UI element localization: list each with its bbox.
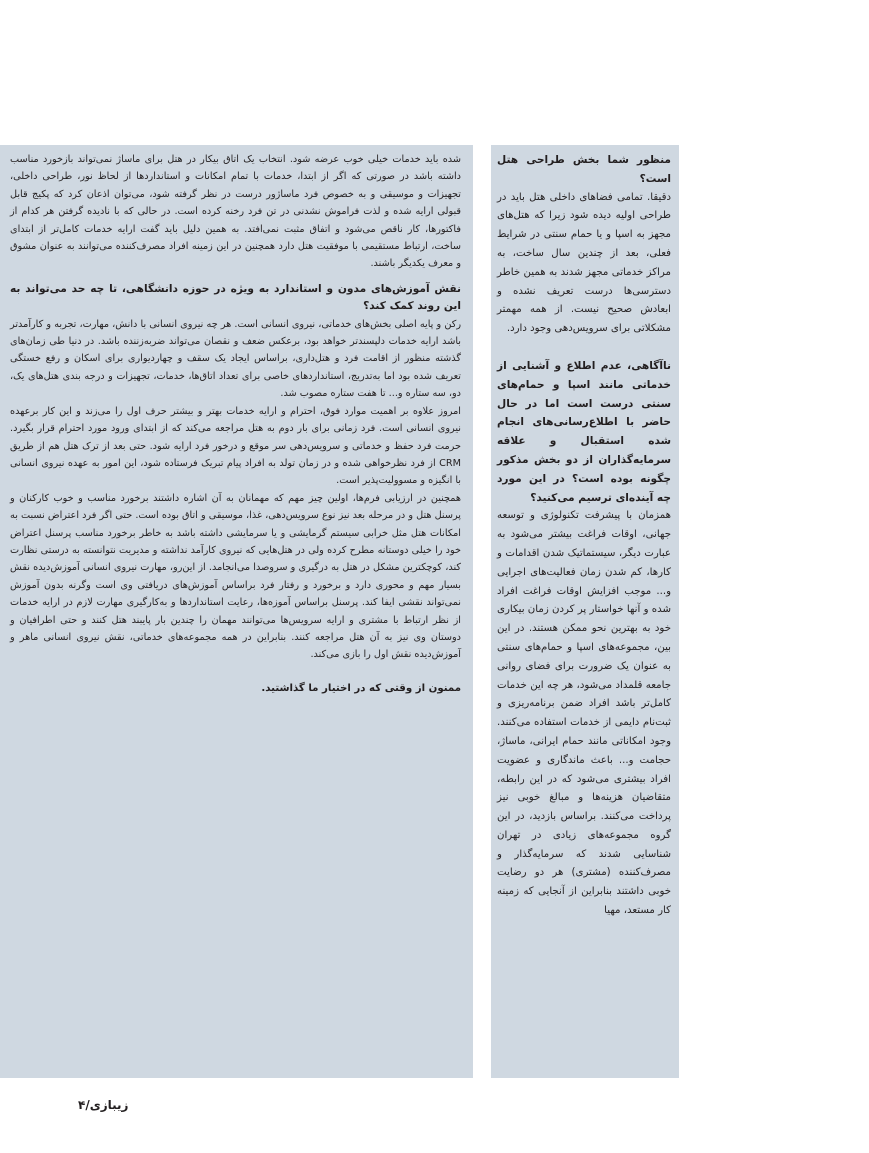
interview-question-investors: ناآگاهی، عدم اطلاع و آشنایی از خدماتی مانند اسپا و حمام‌های سنتی درست است اما در حال حاضر با اطلاع‌رسانی‌های انجام شده استقبال و علاقه سرمایه‌گذاران از دو بخش مذکور چگونه بوده است؟ در این مورد چه آینده‌ای ترسیم می‌کنید؟ [497, 359, 671, 504]
interview-question-hotel-design: منظور شما بخش طراحی هتل است؟ [497, 154, 671, 185]
side-column-text [497, 151, 671, 921]
side-paragraph-2: همزمان با پیشرفت تکنولوژی و توسعه جهانی، اوقات فراغت بیشتر می‌شود به عبارت دیگر، سیستماتیک شدن اقدامات و کارها، کم شدن زمان فعالیت‌های اجرایی و... موجب افزایش اوقات فراغت افراد شده و آنها خواستار پر کردن زمان بیکاری خود به بهترین نحو ممکن هستند. در این بین، مجموعه‌های اسپا و حمام‌های سنتی به عنوان یک ضرورت برای فضای روانی جامعه قلمداد می‌شود، هر چه این خدمات کامل‌تر باشد افراد ضمن برنامه‌ریزی و ثبت‌نام دایمی از خدمات استفاده می‌کنند. وجود امکاناتی مانند حمام ایرانی، ماساژ، حجامت و... باعث ماندگاری و عضویت افراد بیشتری می‌شود که در این رابطه، متقاضیان هزینه‌ها و مبالغ خوبی نیز پرداخت می‌کنند. براساس بازدید، در این گروه مجموعه‌های زیادی در تهران شناسایی شدند که سرمایه‌گذار و مصرف‌کننده (مشتری) هر دو رضایت خوبی داشتند بنابراین از آنجایی که زمینه کار مستعد، مهیا [497, 510, 671, 917]
main-column-text [10, 151, 461, 697]
main-article-column [0, 145, 473, 1078]
interview-question-training: نقش آموزش‌های مدون و استاندارد به ویژه در حوزه دانشگاهی، تا چه حد می‌تواند به این روند کمک کند؟ [10, 282, 461, 313]
main-paragraph-4: همچنین در ارزیابی فرم‌ها، اولین چیز مهم که مهمانان به آن اشاره داشتند برخورد مناسب و خوب کارکنان و پرسنل هتل و در مرحله بعد نیز نوع سرویس‌دهی، غذا، موسیقی و اتاق بوده است. حتی اگر فرد اعتراض نسبت به امکانات هتل مثل خرابی سیستم گرمایشی و یا سرمایشی داشته باشد به خاطر برخورد مناسب پرسنل اعتراض خود را خیلی دوستانه مطرح کرده ولی در هتل‌هایی که نیروی کارآمد نداشته و مدیریت نتوانسته به درستی نظارت کند، کوچکترین مشکل در هتل به درگیری و سروصدا می‌انجامد. از این‌رو، مهارت نیروی انسانی آموزش‌دیده نقش بسیار مهم و محوری دارد و برخورد و رفتار فرد براساس آموزش‌های دریافتی وی است وگرنه بدون آموزش نمی‌تواند نقشی ایفا کند. پرسنل براساس آموزه‌ها، رعایت استانداردها و به‌کارگیری مهارت لازم در ارایه خدمات از نظر ارتباط با مشتری و ارایه سرویس‌ها می‌توانند مهمان را چندین بار پایبند هتل کنند و حتی اطرافیان و دوستان وی نیز به آن هتل مراجعه کنند. بنابراین در همه مجموعه‌های خدماتی، نقش نیروی انسانی ماهر و آموزش‌دیده نقش اول را بازی می‌کند. [10, 492, 461, 661]
side-article-column [491, 145, 679, 1078]
page-folio: زیبازی/۴ [78, 1098, 129, 1112]
main-paragraph-2: رکن و پایه اصلی بخش‌های خدماتی، نیروی انسانی است. هر چه نیروی انسانی با دانش، مهارت، تجربه و کارآمدتر باشد ارایه خدمات دلپسندتر خواهد بود، برعکس ضعف و نقصان می‌تواند ضربه‌زننده باشد. در دنیا طی زمان‌های گذشته منظور از اقامت فرد و هتل‌داری، براساس ایجاد یک سقف و چهاردیواری برای اسکان و رفع خستگی تعریف شده بود اما به‌تدریج، استانداردهای خاصی برای تعداد اتاق‌ها، خدمات، تجهیزات و درجه بندی هتل‌های یک، دو، سه ستاره و... تا هفت ستاره مصوب شد. [10, 318, 461, 400]
side-paragraph-1: دقیقا. تمامی فضاهای داخلی هتل باید در طراحی اولیه دیده شود زیرا که هتل‌های مجهز به اسپا و یا حمام سنتی در شرایط فعلی، بعد از چندین سال ساخت، به مراکز خدماتی مجهز شدند به همین خاطر دسترسی‌ها درست تعریف نشده و ابعادش صحیح نیست. از همه مهمتر مشکلاتی برای سرویس‌دهی وجود دارد. [497, 191, 671, 335]
interview-closing-line: ممنون از وقتی که در اختیار ما گذاشتید. [261, 682, 461, 694]
main-paragraph-3: امروز علاوه بر اهمیت موارد فوق، احترام و ارایه خدمات بهتر و بیشتر حرف اول را می‌زند و این کار برعهده نیروی انسانی است. فرد زمانی برای بار دوم به هتل مراجعه می‌کند که از ابتدای ورود مورد احترام قرار بگیرد. حرمت فرد حفظ و خدماتی و سرویس‌دهی سر موقع و درخور فرد ارایه شود. حتی بعد از ترک هتل هم از طریق CRM از فرد نظرخواهی شده و در زمان تولد به افراد پیام تبریک فرستاده شود، این امور به عهده نیروی انسانی با انگیزه و مسوولیت‌پذیر است. [10, 405, 461, 487]
main-paragraph-1: شده باید خدمات خیلی خوب عرضه شود. انتخاب یک اتاق بیکار در هتل برای ماساژ نمی‌تواند بازخورد مناسب داشته باشد در صورتی که اگر از ابتدا، خدمات با تمام امکانات و استانداردها از لحاظ نور، طراحی داخلی، تجهیزات و موسیقی و به خصوص فرد ماساژور درست در نظر گرفته شود، می‌توان اذعان کرد که پکیج قابل قبولی ارایه شده و لذت فراموش نشدنی در تن فرد رخنه کرده است. در حالی که با نادیده گرفتن هر کدام از فاکتورها، کار ناقص می‌شود و اتفاق مثبت نمی‌افتد. به همین دلیل باید گفت ارایه خدمات کامل‌تر از ابتدای ساخت، ارتباط مستقیمی با موفقیت هتل دارد همچنین در این زمینه افراد مصرف‌کننده می‌توانند به عنوان مشوق و معرف یکدیگر باشند. [10, 154, 461, 270]
